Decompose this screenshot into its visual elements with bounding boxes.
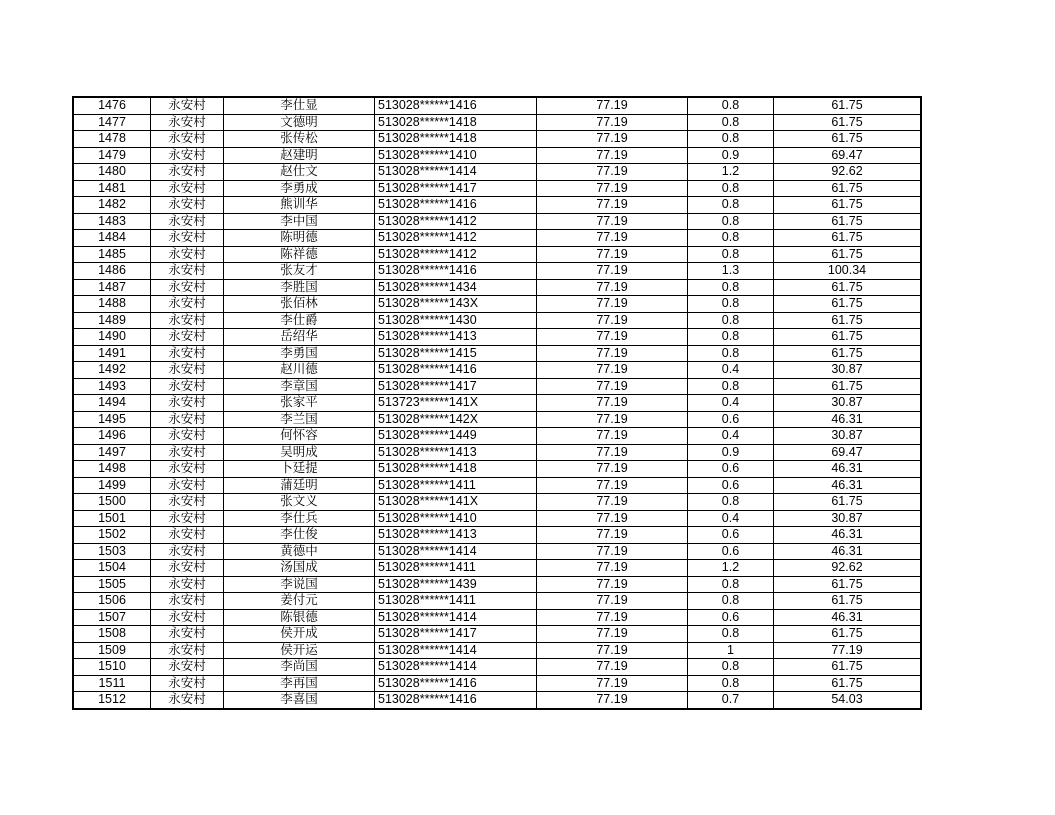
id-number-cell: 513028******1417 (375, 378, 537, 395)
name-cell: 赵建明 (224, 147, 375, 164)
name-cell: 李再国 (224, 675, 375, 692)
amount-cell: 54.03 (774, 692, 922, 709)
base-value-cell: 77.19 (537, 609, 688, 626)
name-cell: 张佰林 (224, 296, 375, 313)
id-number-cell: 513028******1410 (375, 510, 537, 527)
table-row (73, 279, 921, 296)
village-cell: 永安村 (151, 659, 224, 676)
area-cell: 0.4 (688, 428, 774, 445)
base-value-cell: 77.19 (537, 510, 688, 527)
base-value-cell: 77.19 (537, 494, 688, 511)
name-cell: 侯开成 (224, 626, 375, 643)
name-cell: 李仕显 (224, 97, 375, 114)
row-number-cell: 1481 (73, 180, 151, 197)
name-cell: 陈祥德 (224, 246, 375, 263)
base-value-cell: 77.19 (537, 197, 688, 214)
table-row (73, 345, 921, 362)
id-number-cell: 513028******1416 (375, 263, 537, 280)
amount-cell: 30.87 (774, 428, 922, 445)
id-number-cell: 513028******142X (375, 411, 537, 428)
row-number-cell: 1503 (73, 543, 151, 560)
area-cell: 0.8 (688, 329, 774, 346)
base-value-cell: 77.19 (537, 692, 688, 709)
base-value-cell: 77.19 (537, 246, 688, 263)
area-cell: 0.8 (688, 312, 774, 329)
name-cell: 李勇成 (224, 180, 375, 197)
base-value-cell: 77.19 (537, 97, 688, 114)
name-cell: 赵川德 (224, 362, 375, 379)
row-number-cell: 1480 (73, 164, 151, 181)
area-cell: 0.7 (688, 692, 774, 709)
amount-cell: 61.75 (774, 180, 922, 197)
area-cell: 0.4 (688, 395, 774, 412)
village-cell: 永安村 (151, 164, 224, 181)
id-number-cell: 513028******1416 (375, 97, 537, 114)
amount-cell: 92.62 (774, 164, 922, 181)
village-cell: 永安村 (151, 461, 224, 478)
name-cell: 李说国 (224, 576, 375, 593)
id-number-cell: 513028******1449 (375, 428, 537, 445)
id-number-cell: 513028******1418 (375, 131, 537, 148)
base-value-cell: 77.19 (537, 675, 688, 692)
base-value-cell: 77.19 (537, 147, 688, 164)
amount-cell: 77.19 (774, 642, 922, 659)
amount-cell: 46.31 (774, 477, 922, 494)
id-number-cell: 513028******1418 (375, 114, 537, 131)
area-cell: 0.8 (688, 626, 774, 643)
row-number-cell: 1491 (73, 345, 151, 362)
name-cell: 黄德中 (224, 543, 375, 560)
table-row (73, 609, 921, 626)
row-number-cell: 1476 (73, 97, 151, 114)
row-number-cell: 1505 (73, 576, 151, 593)
row-number-cell: 1483 (73, 213, 151, 230)
name-cell: 侯开运 (224, 642, 375, 659)
village-cell: 永安村 (151, 97, 224, 114)
table-row (73, 494, 921, 511)
base-value-cell: 77.19 (537, 527, 688, 544)
name-cell: 李仕爵 (224, 312, 375, 329)
amount-cell: 46.31 (774, 461, 922, 478)
area-cell: 0.8 (688, 180, 774, 197)
name-cell: 何怀容 (224, 428, 375, 445)
amount-cell: 69.47 (774, 147, 922, 164)
base-value-cell: 77.19 (537, 296, 688, 313)
row-number-cell: 1507 (73, 609, 151, 626)
amount-cell: 61.75 (774, 279, 922, 296)
row-number-cell: 1509 (73, 642, 151, 659)
amount-cell: 61.75 (774, 97, 922, 114)
name-cell: 赵仕文 (224, 164, 375, 181)
row-number-cell: 1495 (73, 411, 151, 428)
amount-cell: 61.75 (774, 131, 922, 148)
base-value-cell: 77.19 (537, 164, 688, 181)
base-value-cell: 77.19 (537, 180, 688, 197)
table-row (73, 362, 921, 379)
area-cell: 0.6 (688, 461, 774, 478)
row-number-cell: 1492 (73, 362, 151, 379)
area-cell: 0.8 (688, 114, 774, 131)
table-row (73, 510, 921, 527)
area-cell: 1.3 (688, 263, 774, 280)
table-row (73, 131, 921, 148)
amount-cell: 61.75 (774, 312, 922, 329)
id-number-cell: 513028******1439 (375, 576, 537, 593)
village-cell: 永安村 (151, 213, 224, 230)
id-number-cell: 513028******1412 (375, 213, 537, 230)
amount-cell: 30.87 (774, 362, 922, 379)
table-row (73, 477, 921, 494)
table-row (73, 675, 921, 692)
base-value-cell: 77.19 (537, 213, 688, 230)
row-number-cell: 1498 (73, 461, 151, 478)
amount-cell: 30.87 (774, 395, 922, 412)
id-number-cell: 513028******1417 (375, 626, 537, 643)
id-number-cell: 513028******1416 (375, 362, 537, 379)
village-cell: 永安村 (151, 593, 224, 610)
table-body (73, 97, 921, 709)
village-cell: 永安村 (151, 444, 224, 461)
area-cell: 0.6 (688, 609, 774, 626)
base-value-cell: 77.19 (537, 659, 688, 676)
row-number-cell: 1484 (73, 230, 151, 247)
row-number-cell: 1482 (73, 197, 151, 214)
name-cell: 李勇国 (224, 345, 375, 362)
table-row (73, 642, 921, 659)
base-value-cell: 77.19 (537, 131, 688, 148)
row-number-cell: 1477 (73, 114, 151, 131)
village-cell: 永安村 (151, 197, 224, 214)
table-row (73, 444, 921, 461)
village-cell: 永安村 (151, 527, 224, 544)
data-table (72, 96, 922, 710)
base-value-cell: 77.19 (537, 576, 688, 593)
row-number-cell: 1494 (73, 395, 151, 412)
village-cell: 永安村 (151, 296, 224, 313)
amount-cell: 61.75 (774, 675, 922, 692)
row-number-cell: 1489 (73, 312, 151, 329)
village-cell: 永安村 (151, 180, 224, 197)
base-value-cell: 77.19 (537, 329, 688, 346)
table-row (73, 296, 921, 313)
amount-cell: 46.31 (774, 411, 922, 428)
row-number-cell: 1510 (73, 659, 151, 676)
area-cell: 0.8 (688, 230, 774, 247)
row-number-cell: 1496 (73, 428, 151, 445)
id-number-cell: 513028******1414 (375, 609, 537, 626)
table-row (73, 97, 921, 114)
village-cell: 永安村 (151, 609, 224, 626)
base-value-cell: 77.19 (537, 560, 688, 577)
base-value-cell: 77.19 (537, 279, 688, 296)
village-cell: 永安村 (151, 692, 224, 709)
area-cell: 0.9 (688, 147, 774, 164)
table-row (73, 395, 921, 412)
table-row (73, 213, 921, 230)
row-number-cell: 1486 (73, 263, 151, 280)
table-row (73, 543, 921, 560)
base-value-cell: 77.19 (537, 593, 688, 610)
id-number-cell: 513028******1434 (375, 279, 537, 296)
village-cell: 永安村 (151, 642, 224, 659)
id-number-cell: 513028******1410 (375, 147, 537, 164)
amount-cell: 69.47 (774, 444, 922, 461)
amount-cell: 46.31 (774, 609, 922, 626)
id-number-cell: 513028******1430 (375, 312, 537, 329)
base-value-cell: 77.19 (537, 312, 688, 329)
village-cell: 永安村 (151, 279, 224, 296)
id-number-cell: 513028******1413 (375, 527, 537, 544)
amount-cell: 61.75 (774, 230, 922, 247)
name-cell: 姜付元 (224, 593, 375, 610)
village-cell: 永安村 (151, 378, 224, 395)
area-cell: 0.6 (688, 543, 774, 560)
row-number-cell: 1506 (73, 593, 151, 610)
area-cell: 0.8 (688, 131, 774, 148)
area-cell: 1 (688, 642, 774, 659)
area-cell: 0.6 (688, 527, 774, 544)
area-cell: 0.4 (688, 510, 774, 527)
id-number-cell: 513028******1414 (375, 543, 537, 560)
name-cell: 文德明 (224, 114, 375, 131)
area-cell: 0.8 (688, 593, 774, 610)
area-cell: 0.8 (688, 675, 774, 692)
id-number-cell: 513028******1411 (375, 560, 537, 577)
id-number-cell: 513028******1412 (375, 230, 537, 247)
id-number-cell: 513028******1411 (375, 477, 537, 494)
amount-cell: 100.34 (774, 263, 922, 280)
row-number-cell: 1512 (73, 692, 151, 709)
area-cell: 1.2 (688, 164, 774, 181)
village-cell: 永安村 (151, 576, 224, 593)
id-number-cell: 513028******143X (375, 296, 537, 313)
village-cell: 永安村 (151, 114, 224, 131)
base-value-cell: 77.19 (537, 626, 688, 643)
table-row (73, 527, 921, 544)
name-cell: 熊训华 (224, 197, 375, 214)
name-cell: 李章国 (224, 378, 375, 395)
village-cell: 永安村 (151, 345, 224, 362)
village-cell: 永安村 (151, 543, 224, 560)
area-cell: 0.8 (688, 213, 774, 230)
table-row (73, 411, 921, 428)
village-cell: 永安村 (151, 312, 224, 329)
village-cell: 永安村 (151, 626, 224, 643)
name-cell: 李尚国 (224, 659, 375, 676)
amount-cell: 61.75 (774, 213, 922, 230)
area-cell: 0.8 (688, 97, 774, 114)
area-cell: 0.6 (688, 477, 774, 494)
name-cell: 张传松 (224, 131, 375, 148)
row-number-cell: 1493 (73, 378, 151, 395)
table-row (73, 692, 921, 709)
table-row (73, 180, 921, 197)
id-number-cell: 513028******1412 (375, 246, 537, 263)
name-cell: 陈银德 (224, 609, 375, 626)
base-value-cell: 77.19 (537, 395, 688, 412)
base-value-cell: 77.19 (537, 444, 688, 461)
id-number-cell: 513028******1416 (375, 692, 537, 709)
base-value-cell: 77.19 (537, 642, 688, 659)
table-row (73, 312, 921, 329)
id-number-cell: 513028******1415 (375, 345, 537, 362)
village-cell: 永安村 (151, 395, 224, 412)
amount-cell: 61.75 (774, 197, 922, 214)
area-cell: 1.2 (688, 560, 774, 577)
row-number-cell: 1497 (73, 444, 151, 461)
table-row (73, 560, 921, 577)
area-cell: 0.8 (688, 197, 774, 214)
area-cell: 0.8 (688, 378, 774, 395)
row-number-cell: 1490 (73, 329, 151, 346)
name-cell: 陈明德 (224, 230, 375, 247)
table-row (73, 378, 921, 395)
base-value-cell: 77.19 (537, 477, 688, 494)
village-cell: 永安村 (151, 147, 224, 164)
id-number-cell: 513028******1413 (375, 329, 537, 346)
name-cell: 吴明成 (224, 444, 375, 461)
amount-cell: 61.75 (774, 345, 922, 362)
area-cell: 0.8 (688, 494, 774, 511)
village-cell: 永安村 (151, 362, 224, 379)
id-number-cell: 513028******1414 (375, 642, 537, 659)
base-value-cell: 77.19 (537, 543, 688, 560)
name-cell: 岳绍华 (224, 329, 375, 346)
name-cell: 李胜国 (224, 279, 375, 296)
base-value-cell: 77.19 (537, 378, 688, 395)
base-value-cell: 77.19 (537, 411, 688, 428)
table-row (73, 197, 921, 214)
name-cell: 李仕俊 (224, 527, 375, 544)
table-row (73, 626, 921, 643)
id-number-cell: 513028******1411 (375, 593, 537, 610)
area-cell: 0.8 (688, 576, 774, 593)
table-row (73, 230, 921, 247)
table-row (73, 576, 921, 593)
base-value-cell: 77.19 (537, 362, 688, 379)
amount-cell: 61.75 (774, 296, 922, 313)
row-number-cell: 1485 (73, 246, 151, 263)
name-cell: 卜廷提 (224, 461, 375, 478)
id-number-cell: 513028******1417 (375, 180, 537, 197)
table-row (73, 114, 921, 131)
name-cell: 蒲廷明 (224, 477, 375, 494)
area-cell: 0.8 (688, 246, 774, 263)
name-cell: 张家平 (224, 395, 375, 412)
amount-cell: 61.75 (774, 114, 922, 131)
base-value-cell: 77.19 (537, 230, 688, 247)
base-value-cell: 77.19 (537, 263, 688, 280)
amount-cell: 30.87 (774, 510, 922, 527)
amount-cell: 61.75 (774, 593, 922, 610)
amount-cell: 61.75 (774, 659, 922, 676)
amount-cell: 61.75 (774, 378, 922, 395)
id-number-cell: 513028******1414 (375, 659, 537, 676)
id-number-cell: 513028******1413 (375, 444, 537, 461)
id-number-cell: 513028******141X (375, 494, 537, 511)
name-cell: 张文义 (224, 494, 375, 511)
name-cell: 李仕兵 (224, 510, 375, 527)
area-cell: 0.4 (688, 362, 774, 379)
name-cell: 李中国 (224, 213, 375, 230)
name-cell: 汤国成 (224, 560, 375, 577)
amount-cell: 92.62 (774, 560, 922, 577)
amount-cell: 61.75 (774, 626, 922, 643)
table-row (73, 461, 921, 478)
table-row (73, 593, 921, 610)
base-value-cell: 77.19 (537, 345, 688, 362)
row-number-cell: 1508 (73, 626, 151, 643)
area-cell: 0.6 (688, 411, 774, 428)
row-number-cell: 1500 (73, 494, 151, 511)
table-row (73, 147, 921, 164)
village-cell: 永安村 (151, 230, 224, 247)
area-cell: 0.8 (688, 659, 774, 676)
base-value-cell: 77.19 (537, 114, 688, 131)
id-number-cell: 513028******1416 (375, 197, 537, 214)
row-number-cell: 1504 (73, 560, 151, 577)
village-cell: 永安村 (151, 131, 224, 148)
table-row (73, 428, 921, 445)
table-row (73, 164, 921, 181)
village-cell: 永安村 (151, 477, 224, 494)
row-number-cell: 1478 (73, 131, 151, 148)
id-number-cell: 513028******1416 (375, 675, 537, 692)
village-cell: 永安村 (151, 411, 224, 428)
base-value-cell: 77.19 (537, 428, 688, 445)
id-number-cell: 513028******1418 (375, 461, 537, 478)
name-cell: 张友才 (224, 263, 375, 280)
table-row (73, 659, 921, 676)
row-number-cell: 1502 (73, 527, 151, 544)
village-cell: 永安村 (151, 675, 224, 692)
table-row (73, 246, 921, 263)
village-cell: 永安村 (151, 246, 224, 263)
amount-cell: 61.75 (774, 329, 922, 346)
row-number-cell: 1511 (73, 675, 151, 692)
area-cell: 0.9 (688, 444, 774, 461)
row-number-cell: 1499 (73, 477, 151, 494)
amount-cell: 61.75 (774, 576, 922, 593)
name-cell: 李兰国 (224, 411, 375, 428)
base-value-cell: 77.19 (537, 461, 688, 478)
village-cell: 永安村 (151, 329, 224, 346)
village-cell: 永安村 (151, 428, 224, 445)
village-cell: 永安村 (151, 263, 224, 280)
row-number-cell: 1488 (73, 296, 151, 313)
table-row (73, 263, 921, 280)
amount-cell: 46.31 (774, 527, 922, 544)
id-number-cell: 513723******141X (375, 395, 537, 412)
area-cell: 0.8 (688, 279, 774, 296)
village-cell: 永安村 (151, 494, 224, 511)
area-cell: 0.8 (688, 345, 774, 362)
row-number-cell: 1487 (73, 279, 151, 296)
table-row (73, 329, 921, 346)
area-cell: 0.8 (688, 296, 774, 313)
village-cell: 永安村 (151, 510, 224, 527)
village-cell: 永安村 (151, 560, 224, 577)
amount-cell: 46.31 (774, 543, 922, 560)
amount-cell: 61.75 (774, 494, 922, 511)
name-cell: 李喜国 (224, 692, 375, 709)
id-number-cell: 513028******1414 (375, 164, 537, 181)
row-number-cell: 1501 (73, 510, 151, 527)
row-number-cell: 1479 (73, 147, 151, 164)
amount-cell: 61.75 (774, 246, 922, 263)
